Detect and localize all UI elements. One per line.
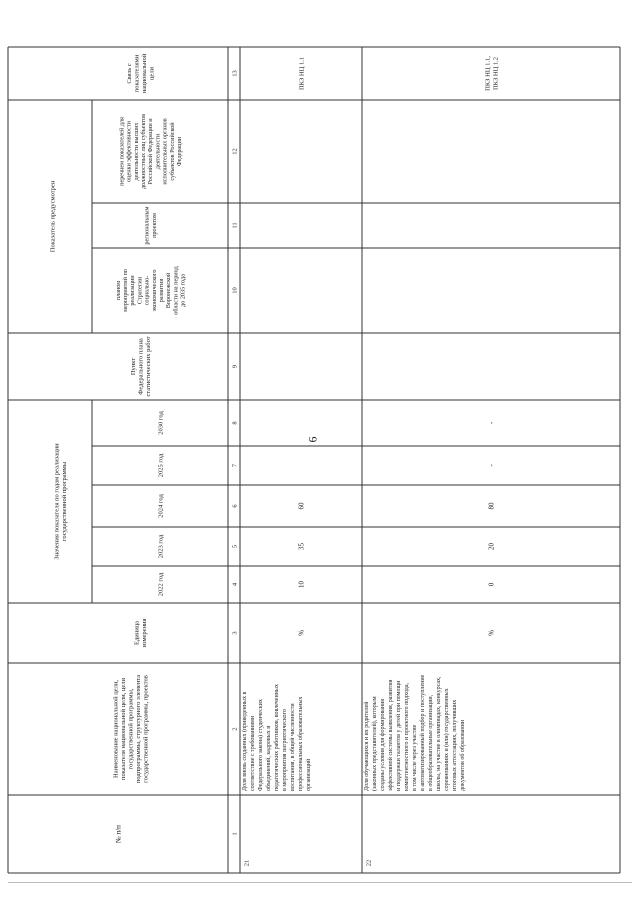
row-unit-line: % xyxy=(487,630,496,636)
row-unit-line: % xyxy=(297,630,306,636)
column-number xyxy=(231,287,238,294)
header-year-line: 2025 год xyxy=(157,453,165,478)
row-name xyxy=(363,674,466,791)
row-unit xyxy=(487,630,495,636)
header-year xyxy=(157,453,164,477)
column-number-line: 8 xyxy=(231,421,239,425)
header-source-group xyxy=(49,180,56,252)
header-year-line: 2024 год xyxy=(157,494,165,518)
row-name-line: эффективной системы выявления, развития xyxy=(388,679,394,791)
header-regional-line: региональным xyxy=(143,206,151,245)
row-value-line: - xyxy=(487,464,496,467)
header-strategy-line: реализации xyxy=(129,275,137,306)
header-name-line: государственной программы, xyxy=(127,688,135,770)
row-name-line: в мероприятия патриотического xyxy=(282,709,288,791)
header-year xyxy=(157,534,164,558)
header-name-line: государственной программы, проектов xyxy=(142,675,150,783)
header-statplan-line: Федерального плана xyxy=(137,338,145,395)
column-number-line: 3 xyxy=(231,631,239,635)
header-statplan-line: Пункт xyxy=(129,357,137,376)
header-strategy-line: области на период xyxy=(172,266,180,315)
header-unit-line: измерения xyxy=(141,618,149,648)
row-value xyxy=(297,502,305,510)
column-number-line: 11 xyxy=(231,222,239,229)
column-number xyxy=(231,222,238,228)
row-name-line: Доля вновь созданных (приведенных в xyxy=(242,691,248,791)
column-number xyxy=(231,832,238,835)
row-number-line: 21 xyxy=(243,859,251,867)
header-regional xyxy=(144,206,158,244)
header-year-line: 2022 год xyxy=(157,572,165,597)
column-number-line: 9 xyxy=(231,364,239,369)
row-value xyxy=(297,543,305,551)
row-value-line: 35 xyxy=(297,543,306,550)
row-name-line: созданы условия для формирования xyxy=(380,698,386,791)
row-value xyxy=(487,421,495,424)
row-value xyxy=(487,464,495,467)
header-perf-list-line: должностных лиц субъектов xyxy=(139,113,147,190)
header-year xyxy=(157,494,164,518)
header-year-line: 2023 год xyxy=(157,534,165,559)
row-name-line: соревнованиях и (или) государственных xyxy=(444,688,450,791)
header-strategy-line: до 2035 года xyxy=(179,274,187,307)
header-name xyxy=(112,675,149,783)
row-value-line: 80 xyxy=(487,502,496,510)
row-value xyxy=(487,502,495,510)
header-strategy-line: развития xyxy=(157,278,165,303)
row-value xyxy=(487,543,495,551)
row-name-line: Доля обучающихся и их родителей xyxy=(364,701,370,791)
column-number xyxy=(231,421,238,424)
row-value-line: 60 xyxy=(297,502,306,510)
row-name-line: школы, на участие в олимпиадах, конкурсах, xyxy=(436,676,442,791)
row-value xyxy=(487,582,495,586)
row-name-line: документов об образовании xyxy=(460,719,466,791)
row-name-line: в общеобразовательные организации, xyxy=(428,694,434,791)
header-values-group-line: Значения показателя по годам реализации xyxy=(53,443,61,560)
header-strategy-line: социально- xyxy=(143,275,151,306)
row-link-line: ПКЗ НЦ 1.1 xyxy=(298,56,306,91)
column-number-line: 2 xyxy=(231,727,239,731)
header-strategy-line: мероприятий по xyxy=(121,269,129,312)
row-value xyxy=(297,581,305,589)
header-regional-line: проектом xyxy=(150,213,158,238)
column-number-line: 12 xyxy=(231,148,239,155)
header-statplan-line: статистических работ xyxy=(144,336,152,397)
header-perf-list-line: Федерации xyxy=(175,136,183,167)
row-name-line: (законных представителей), которым xyxy=(372,696,378,791)
column-number xyxy=(231,545,238,548)
header-strategy-line: экономического xyxy=(150,269,158,312)
header-link xyxy=(126,53,155,93)
header-perf-list-line: исполнительных органов xyxy=(161,118,169,185)
table-grid xyxy=(8,47,620,873)
header-statplan xyxy=(130,336,152,396)
header-strategy xyxy=(115,265,187,314)
header-values-group xyxy=(54,443,69,560)
header-perf-list xyxy=(118,114,183,189)
header-link-line: цели xyxy=(148,66,156,81)
header-unit xyxy=(134,618,149,647)
row-link-line: ПКЗ НЦ 1.1, xyxy=(484,56,492,91)
row-number xyxy=(243,860,250,867)
row-value-line: 10 xyxy=(297,581,306,588)
column-number xyxy=(231,148,238,155)
header-strategy-line: Стратегии xyxy=(136,276,144,305)
row-link xyxy=(298,57,305,90)
page-number: 6 xyxy=(305,436,320,443)
page-bottom-line xyxy=(8,882,632,883)
column-number-line: 5 xyxy=(231,544,239,549)
row-name-line: организаций xyxy=(306,758,312,791)
row-name xyxy=(241,684,312,791)
header-link-line: национальной xyxy=(141,53,149,94)
header-num-line: № п/п xyxy=(114,825,123,843)
header-strategy-line: Воронежской xyxy=(165,272,173,309)
column-number xyxy=(231,631,238,634)
row-name-line: в автоматизированный подбор и поступление xyxy=(420,674,426,791)
header-unit-line: Единица xyxy=(133,620,141,646)
column-number xyxy=(231,504,238,508)
row-value-line: 20 xyxy=(487,543,496,550)
row-name-line: компетентностного и проектного подхода, xyxy=(404,683,410,791)
header-year xyxy=(157,411,164,435)
header-year-line: 2030 год xyxy=(157,411,165,435)
column-number xyxy=(231,727,238,730)
header-year xyxy=(157,572,164,596)
header-perf-list-line: деятельности высших xyxy=(132,122,140,181)
column-number-line: 4 xyxy=(231,582,239,587)
column-number-line: 1 xyxy=(231,832,239,836)
row-unit xyxy=(297,630,305,636)
row-number-line: 22 xyxy=(365,859,373,867)
column-number-line: 10 xyxy=(231,287,239,294)
header-perf-list-line: перечнем показателей для xyxy=(118,117,126,186)
row-name-line: Федерального закона) студенческих xyxy=(258,699,264,791)
column-number-line: 7 xyxy=(231,463,239,468)
column-number-line: 13 xyxy=(231,70,239,77)
row-value-line: 0 xyxy=(487,582,496,587)
row-link-line: ПКЗ НЦ 1.2 xyxy=(492,56,500,91)
row-link xyxy=(484,56,499,91)
row-name-line: соответствие с требованиями xyxy=(250,715,256,791)
row-name-line: в том числе через участие xyxy=(412,724,418,791)
column-number-line: 6 xyxy=(231,504,239,508)
row-name-line: и поддержки талантов у детей при помощи xyxy=(396,680,402,791)
header-values-group-line: государственной программы xyxy=(61,461,69,542)
column-number xyxy=(231,365,238,368)
header-source-group-line: Показатель предусмотрен xyxy=(49,180,57,253)
row-name-line: объединений, кадровых и xyxy=(266,725,272,791)
row-name-line: профессиональных образовательных xyxy=(298,696,304,791)
row-value-line: - xyxy=(487,421,496,425)
header-perf-list-line: оценки эффективности xyxy=(125,121,133,182)
header-perf-list-line: субъектов Российской xyxy=(168,122,176,181)
column-number xyxy=(231,463,238,467)
header-perf-list-line: деятельности xyxy=(154,133,162,170)
table-text xyxy=(49,53,499,866)
header-name-line: подпрограммы, структурного элемента xyxy=(134,674,142,784)
row-name-line: воспитания, в общей численности xyxy=(290,703,296,791)
header-name-line: Наименование национальной цели, xyxy=(112,680,120,778)
header-num xyxy=(114,825,122,843)
header-name-line: показателя национальной цели, цели xyxy=(119,678,127,780)
row-number xyxy=(365,860,372,867)
row-name-line: педагогических работников, вовлеченных xyxy=(274,684,280,791)
column-number xyxy=(231,582,238,586)
header-link-line: показателями xyxy=(133,54,141,93)
header-link-line: Связь с xyxy=(126,63,134,84)
header-strategy-line: планом xyxy=(114,280,122,301)
header-perf-list-line: Российской Федерации и xyxy=(147,118,155,185)
column-number xyxy=(231,70,238,77)
row-name-line: итоговых аттестациях, получивших xyxy=(452,699,458,791)
